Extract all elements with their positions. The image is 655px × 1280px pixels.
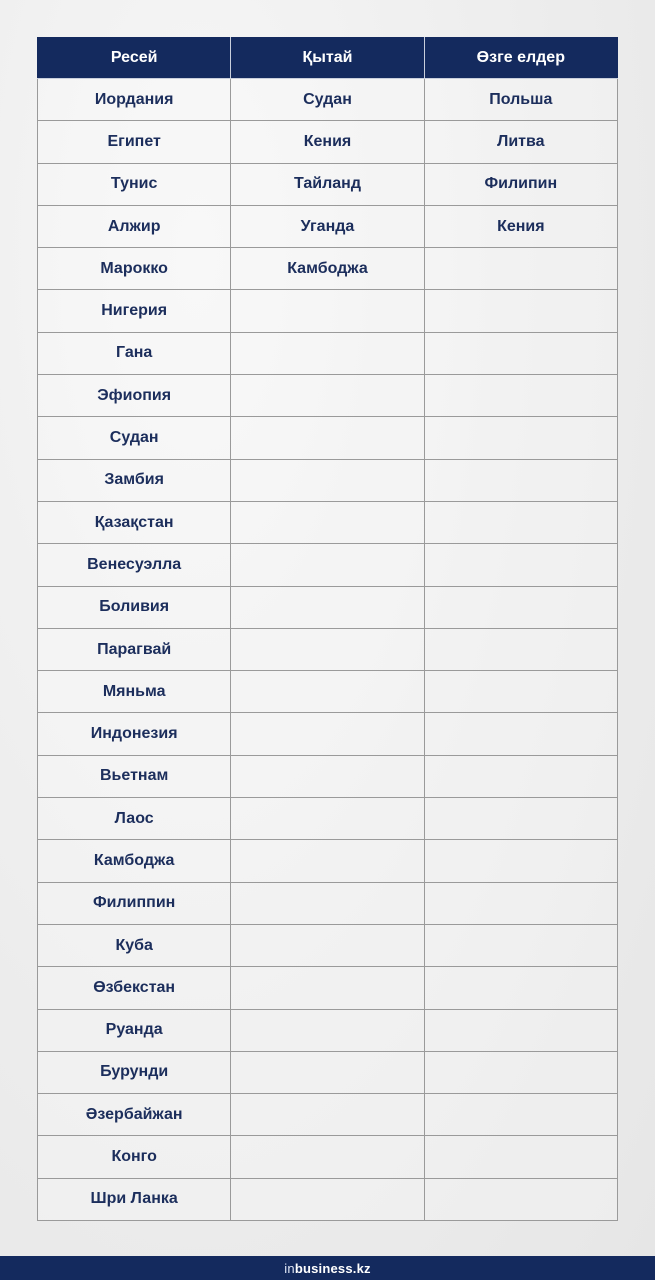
table-cell: [231, 459, 424, 501]
table-cell: Бурунди: [38, 1051, 231, 1093]
table-cell: Польша: [424, 79, 617, 121]
table-cell: [231, 332, 424, 374]
table-row: [38, 205, 618, 247]
table-cell: [231, 840, 424, 882]
table-cell: Конго: [38, 1136, 231, 1178]
table-cell: Алжир: [38, 205, 231, 247]
table-cell: [231, 798, 424, 840]
table-cell: [424, 1136, 617, 1178]
header-row: [38, 38, 618, 79]
table-cell: [424, 1094, 617, 1136]
footer-bar: [0, 1256, 655, 1280]
table-cell: Иордания: [38, 79, 231, 121]
table-row: [38, 1094, 618, 1136]
table-cell: Литва: [424, 121, 617, 163]
table-row: [38, 1009, 618, 1051]
table-row: [38, 586, 618, 628]
table-cell: [424, 1178, 617, 1220]
table-row: [38, 840, 618, 882]
table-cell: Гана: [38, 332, 231, 374]
table-row: [38, 290, 618, 332]
table-row: [38, 1051, 618, 1093]
table-row: [38, 924, 618, 966]
table-cell: [424, 671, 617, 713]
table-cell: [231, 544, 424, 586]
table-cell: Кения: [424, 205, 617, 247]
table-cell: Нигерия: [38, 290, 231, 332]
table-cell: [424, 967, 617, 1009]
table-row: [38, 79, 618, 121]
table-row: [38, 967, 618, 1009]
countries-table-container: [37, 37, 618, 1221]
column-header-other: Өзге елдер: [424, 38, 617, 79]
table-cell: [231, 628, 424, 670]
table-cell: [424, 713, 617, 755]
table-cell: [424, 1051, 617, 1093]
table-row: [38, 163, 618, 205]
table-cell: [424, 375, 617, 417]
table-row: [38, 1136, 618, 1178]
table-cell: [424, 332, 617, 374]
brand-logo-rest: business.kz: [294, 1260, 371, 1276]
table-cell: [231, 671, 424, 713]
table-cell: [424, 248, 617, 290]
table-cell: [424, 798, 617, 840]
table-cell: Әзербайжан: [38, 1094, 231, 1136]
table-row: [38, 501, 618, 543]
table-cell: [231, 882, 424, 924]
table-row: [38, 459, 618, 501]
table-cell: Египет: [38, 121, 231, 163]
table-cell: [424, 628, 617, 670]
table-cell: [424, 586, 617, 628]
table-cell: Уганда: [231, 205, 424, 247]
column-header-china: Қытай: [231, 38, 424, 79]
table-row: [38, 544, 618, 586]
table-cell: [231, 290, 424, 332]
table-cell: [231, 501, 424, 543]
table-cell: [424, 501, 617, 543]
table-row: [38, 713, 618, 755]
table-cell: Лаос: [38, 798, 231, 840]
table-cell: [424, 755, 617, 797]
table-cell: Тунис: [38, 163, 231, 205]
countries-table: [37, 37, 618, 1221]
table-cell: Мяньма: [38, 671, 231, 713]
table-cell: [231, 1051, 424, 1093]
table-cell: Судан: [38, 417, 231, 459]
table-cell: Кения: [231, 121, 424, 163]
table-cell: [424, 417, 617, 459]
table-cell: Филиппин: [38, 882, 231, 924]
table-cell: Руанда: [38, 1009, 231, 1051]
table-cell: Камбоджа: [38, 840, 231, 882]
table-cell: [231, 924, 424, 966]
table-cell: [424, 882, 617, 924]
table-row: [38, 417, 618, 459]
table-cell: [231, 967, 424, 1009]
table-cell: Шри Ланка: [38, 1178, 231, 1220]
table-cell: Марокко: [38, 248, 231, 290]
table-cell: Куба: [38, 924, 231, 966]
table-cell: Замбия: [38, 459, 231, 501]
table-cell: [231, 586, 424, 628]
table-cell: Индонезия: [38, 713, 231, 755]
table-cell: Камбоджа: [231, 248, 424, 290]
table-row: [38, 121, 618, 163]
brand-logo-prefix: in: [284, 1260, 295, 1276]
table-cell: Парагвай: [38, 628, 231, 670]
table-cell: [424, 544, 617, 586]
table-cell: [231, 375, 424, 417]
table-cell: Өзбекстан: [38, 967, 231, 1009]
table-row: [38, 248, 618, 290]
column-header-russia: Ресей: [38, 38, 231, 79]
table-cell: Вьетнам: [38, 755, 231, 797]
table-cell: [231, 1009, 424, 1051]
table-row: [38, 375, 618, 417]
table-cell: [231, 1094, 424, 1136]
table-cell: [231, 1136, 424, 1178]
table-row: [38, 1178, 618, 1220]
table-cell: [424, 840, 617, 882]
table-row: [38, 628, 618, 670]
table-cell: [231, 417, 424, 459]
table-cell: [231, 755, 424, 797]
table-cell: [424, 924, 617, 966]
table-row: [38, 332, 618, 374]
table-cell: Филипин: [424, 163, 617, 205]
table-cell: [424, 1009, 617, 1051]
table-cell: [424, 459, 617, 501]
table-cell: [231, 1178, 424, 1220]
table-cell: Тайланд: [231, 163, 424, 205]
table-cell: Эфиопия: [38, 375, 231, 417]
table-cell: [231, 713, 424, 755]
table-row: [38, 798, 618, 840]
table-row: [38, 882, 618, 924]
table-cell: [424, 290, 617, 332]
table-cell: Судан: [231, 79, 424, 121]
table-row: [38, 671, 618, 713]
table-row: [38, 755, 618, 797]
table-cell: Венесуэлла: [38, 544, 231, 586]
brand-logo: [284, 1261, 370, 1276]
table-cell: Қазақстан: [38, 501, 231, 543]
table-cell: Боливия: [38, 586, 231, 628]
